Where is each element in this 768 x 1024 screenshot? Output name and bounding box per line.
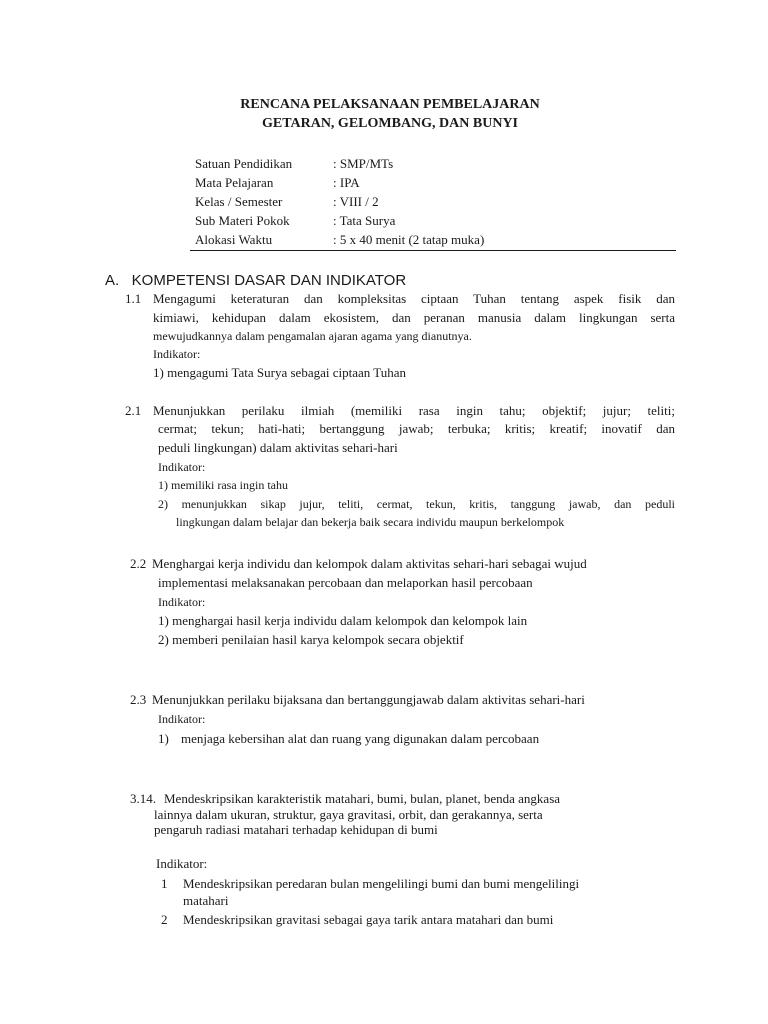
kd-text-line: Menghargai kerja individu dan kelompok dalam aktivitas sehari-hari sebagai wujud [152, 556, 587, 571]
info-value-satuan: : SMP/MTs [333, 156, 394, 171]
indikator-number: 1 [161, 876, 168, 891]
kd-text-line: peduli lingkungan) dalam aktivitas sehari-hari [158, 440, 398, 455]
info-label-materi: Sub Materi Pokok [195, 213, 290, 228]
indikator-item-cont: matahari [183, 893, 229, 908]
indikator-number: 1) [158, 731, 169, 746]
kd-text-line: kimiawi, kehidupan dalam ekosistem, dan peranan manusia dalam lingkungan serta [153, 310, 675, 325]
kd-text-line: mewujudkannya dalam pengamalan ajaran agama yang dianutnya. [153, 329, 472, 343]
indikator-item: 1) mengagumi Tata Surya sebagai ciptaan Tuhan [153, 365, 407, 380]
indikator-number: 2 [161, 912, 168, 927]
info-value-materi: : Tata Surya [333, 213, 396, 228]
info-label-mapel: Mata Pelajaran [195, 175, 274, 190]
indikator-item: 2) memberi penilaian hasil karya kelompok secara objektif [158, 632, 464, 647]
indikator-item: 1) memiliki rasa ingin tahu [158, 478, 288, 492]
kd-text-line: Mengagumi keteraturan dan kompleksitas ciptaan Tuhan tentang aspek fisik dan [153, 291, 675, 306]
info-value-mapel: : IPA [333, 175, 360, 190]
kd-text-line: Menunjukkan perilaku bijaksana dan bertanggungjawab dalam aktivitas sehari-hari [152, 692, 585, 707]
section-heading: A. KOMPETENSI DASAR DAN INDIKATOR [105, 272, 407, 289]
kd-text-line: lainnya dalam ukuran, struktur, gaya gravitasi, orbit, dan gerakannya, serta [154, 807, 543, 822]
kd-number: 1.1 [125, 291, 142, 306]
indikator-label: Indikator: [156, 856, 208, 871]
kd-text-line: cermat; tekun; hati-hati; bertanggung jawab; terbuka; kritis; kreatif; inovatif dan [158, 421, 675, 436]
info-label-alokasi: Alokasi Waktu [195, 232, 273, 247]
indikator-item: Mendeskripsikan peredaran bulan mengelilingi bumi dan bumi mengelilingi [183, 876, 580, 891]
indikator-item: 1) menghargai hasil kerja individu dalam kelompok dan kelompok lain [158, 613, 528, 628]
indikator-item: menjaga kebersihan alat dan ruang yang digunakan dalam percobaan [181, 731, 540, 746]
indikator-item: 2) menunjukkan sikap jujur, teliti, cermat, tekun, kritis, tanggung jawab, dan peduli [158, 497, 675, 511]
info-value-alokasi: : 5 x 40 menit (2 tatap muka) [333, 232, 485, 247]
kd-text-line: implementasi melaksanakan percobaan dan melaporkan hasil percobaan [158, 575, 533, 590]
info-label-kelas: Kelas / Semester [195, 194, 283, 209]
kd-text-line: Menunjukkan perilaku ilmiah (memiliki rasa ingin tahu; objektif; jujur; teliti; [153, 403, 675, 418]
indikator-label: Indikator: [158, 712, 206, 726]
kd-number: 2.1 [125, 403, 142, 418]
kd-number: 3.14. [130, 791, 156, 806]
divider [190, 250, 676, 251]
doc-subtitle: GETARAN, GELOMBANG, DAN BUNYI [261, 116, 519, 131]
kd-text-line: Mendeskripsikan karakteristik matahari, bumi, bulan, planet, benda angkasa [164, 791, 561, 806]
kd-number: 2.2 [130, 556, 147, 571]
kd-text-line: pengaruh radiasi matahari terhadap kehidupan di bumi [154, 822, 438, 837]
indikator-label: Indikator: [153, 347, 201, 361]
info-label-satuan: Satuan Pendidikan [195, 156, 293, 171]
info-value-kelas: : VIII / 2 [333, 194, 379, 209]
doc-title: RENCANA PELAKSANAAN PEMBELAJARAN [240, 97, 540, 112]
indikator-item-cont: lingkungan dalam belajar dan bekerja baik secara individu maupun berkelompok [176, 515, 565, 529]
indikator-label: Indikator: [158, 595, 206, 609]
kd-number: 2.3 [130, 692, 147, 707]
indikator-item: Mendeskripsikan gravitasi sebagai gaya tarik antara matahari dan bumi [183, 912, 554, 927]
indikator-label: Indikator: [158, 460, 206, 474]
